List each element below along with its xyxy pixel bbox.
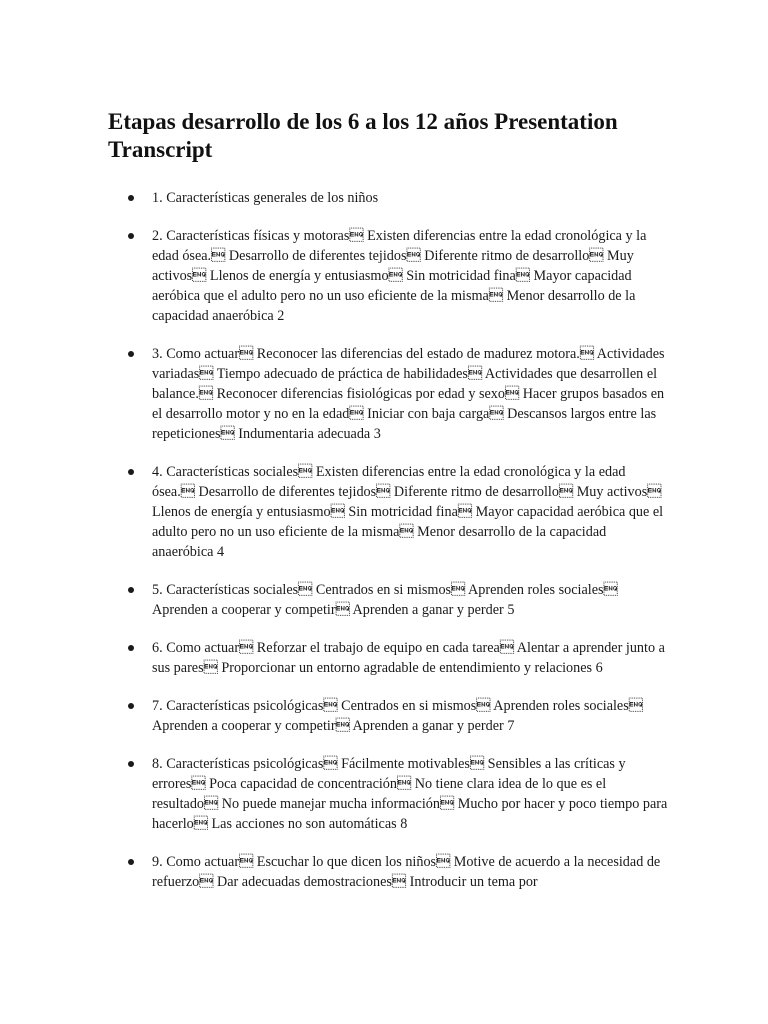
bullet-icon	[128, 469, 134, 475]
slide-text: 6. Como actuar Reforzar el trabajo de equipo en cada tarea Alentar a aprender junto a sus pares Proporcionar un entorno agradable de entendimiento y relaciones 6	[152, 640, 665, 676]
slide-text: 1. Características generales de los niños	[152, 190, 379, 206]
bullet-icon	[128, 761, 134, 767]
bullet-icon	[128, 233, 134, 239]
slide-item	[152, 852, 668, 892]
bullet-icon	[128, 859, 134, 865]
slide-item	[152, 188, 668, 208]
slide-item	[152, 580, 668, 620]
bullet-icon	[128, 645, 134, 651]
slide-text: 7. Características psicológicas Centrados en si mismos Aprenden roles sociales Aprenden a cooperar y competir Aprenden a ganar y perder 7	[152, 698, 643, 734]
slide-item	[152, 754, 668, 834]
slide-item	[152, 226, 668, 326]
bullet-icon	[128, 703, 134, 709]
bullet-icon	[128, 351, 134, 357]
slide-item	[152, 462, 668, 562]
slide-text: 3. Como actuar Reconocer las diferencias del estado de madurez motora. Actividades variadas Tiempo adecuado de práctica de habilidades Actividades que desarrollen el balance. Reconocer diferencias fisiológicas por edad y sexo Hacer grupos basados en el desarrollo motor y no en la edad Iniciar con baja carga Descansos largos entre las repeticiones Indumentaria adecuada 3	[152, 346, 665, 442]
slide-text: 2. Características físicas y motoras Existen diferencias entre la edad cronológica y la edad ósea. Desarrollo de diferentes tejidos Diferente ritmo de desarrollo Muy activos Llenos de energía y entusiasmo Sin motricidad fina Mayor capacidad aeróbica que el adulto pero no un uso eficiente de la misma Menor desarrollo de la capacidad anaeróbica 2	[152, 228, 647, 324]
bullet-icon	[128, 195, 134, 201]
slide-item	[152, 696, 668, 736]
slide-text: 8. Características psicológicas Fácilmente motivables Sensibles a las críticas y errores Poca capacidad de concentración No tiene clara idea de lo que es el resultado No puede manejar mucha información Mucho por hacer y poco tiempo para hacerlo Las acciones no son automáticas 8	[152, 756, 668, 832]
bullet-icon	[128, 587, 134, 593]
slide-text: 4. Características sociales Existen diferencias entre la edad cronológica y la edad ósea. Desarrollo de diferentes tejidos Diferente ritmo de desarrollo Muy activos Llenos de energía y entusiasmo Sin motricidad fina Mayor capacidad aeróbica que el adulto pero no un uso eficiente de la misma Menor desarrollo de la capacidad anaeróbica 4	[152, 464, 664, 560]
document-title: Etapas desarrollo de los 6 a los 12 años Presentation Transcript	[108, 109, 618, 162]
slide-text: 5. Características sociales Centrados en si mismos Aprenden roles sociales Aprenden a cooperar y competir Aprenden a ganar y perder 5	[152, 582, 618, 618]
slide-item	[152, 638, 668, 678]
slide-list	[108, 188, 668, 892]
slide-item	[152, 344, 668, 444]
slide-text: 9. Como actuar Escuchar lo que dicen los niños Motive de acuerdo a la necesidad de refuerzo Dar adecuadas demostraciones Introducir un tema por	[152, 854, 661, 890]
